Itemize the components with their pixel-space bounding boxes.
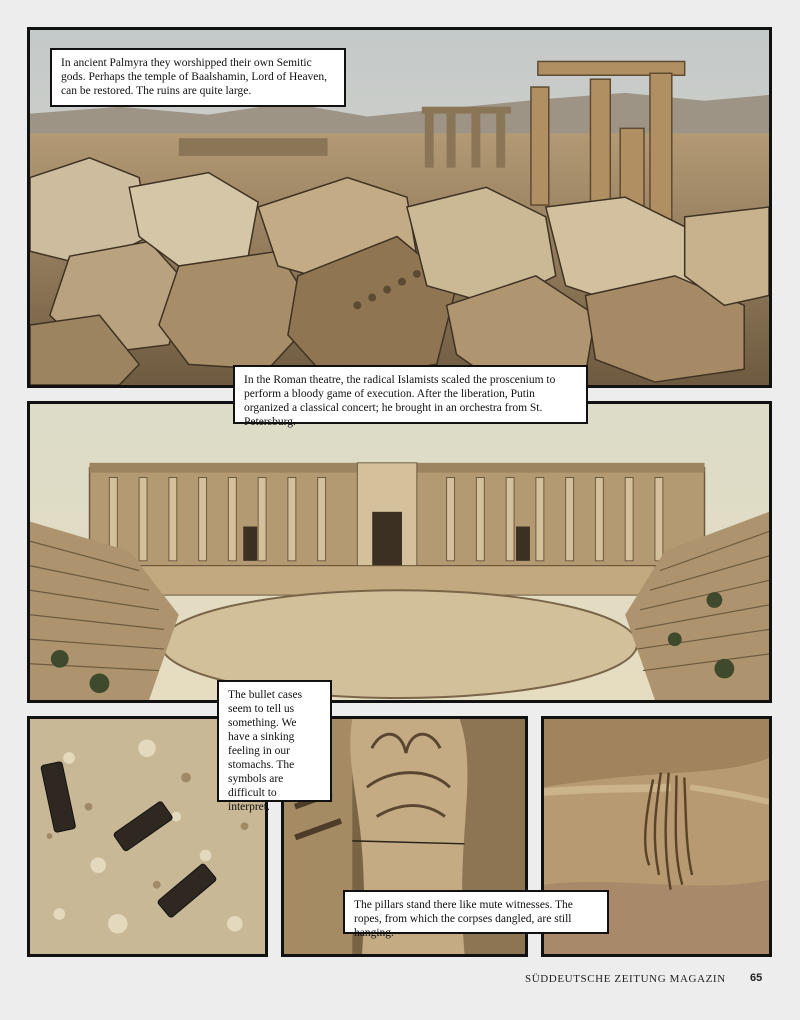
caption-temple: In ancient Palmyra they worshipped their own Semitic gods. Perhaps the temple of Baalshamin, Lord of Heaven, can be restored. The ruins are quite large. [50,48,346,107]
magazine-name: SÜDDEUTSCHE ZEITUNG MAGAZIN [525,973,726,985]
roman-theatre-image [30,404,769,700]
panel-roman-theatre [27,401,772,703]
page-number: 65 [750,972,763,984]
caption-bullets: The bullet cases seem to tell us something. We have a sinking feeling in our stomachs. The symbols are difficult to interpret. [217,680,332,802]
caption-pillars: The pillars stand there like mute witnesses. The ropes, from which the corpses dangled, are still hanging. [343,890,609,934]
caption-theatre: In the Roman theatre, the radical Islamists scaled the proscenium to perform a bloody game of execution. After the liberation, Putin organized a classical concert; he brought in an orchestra from St. Petersburg. [233,365,588,424]
